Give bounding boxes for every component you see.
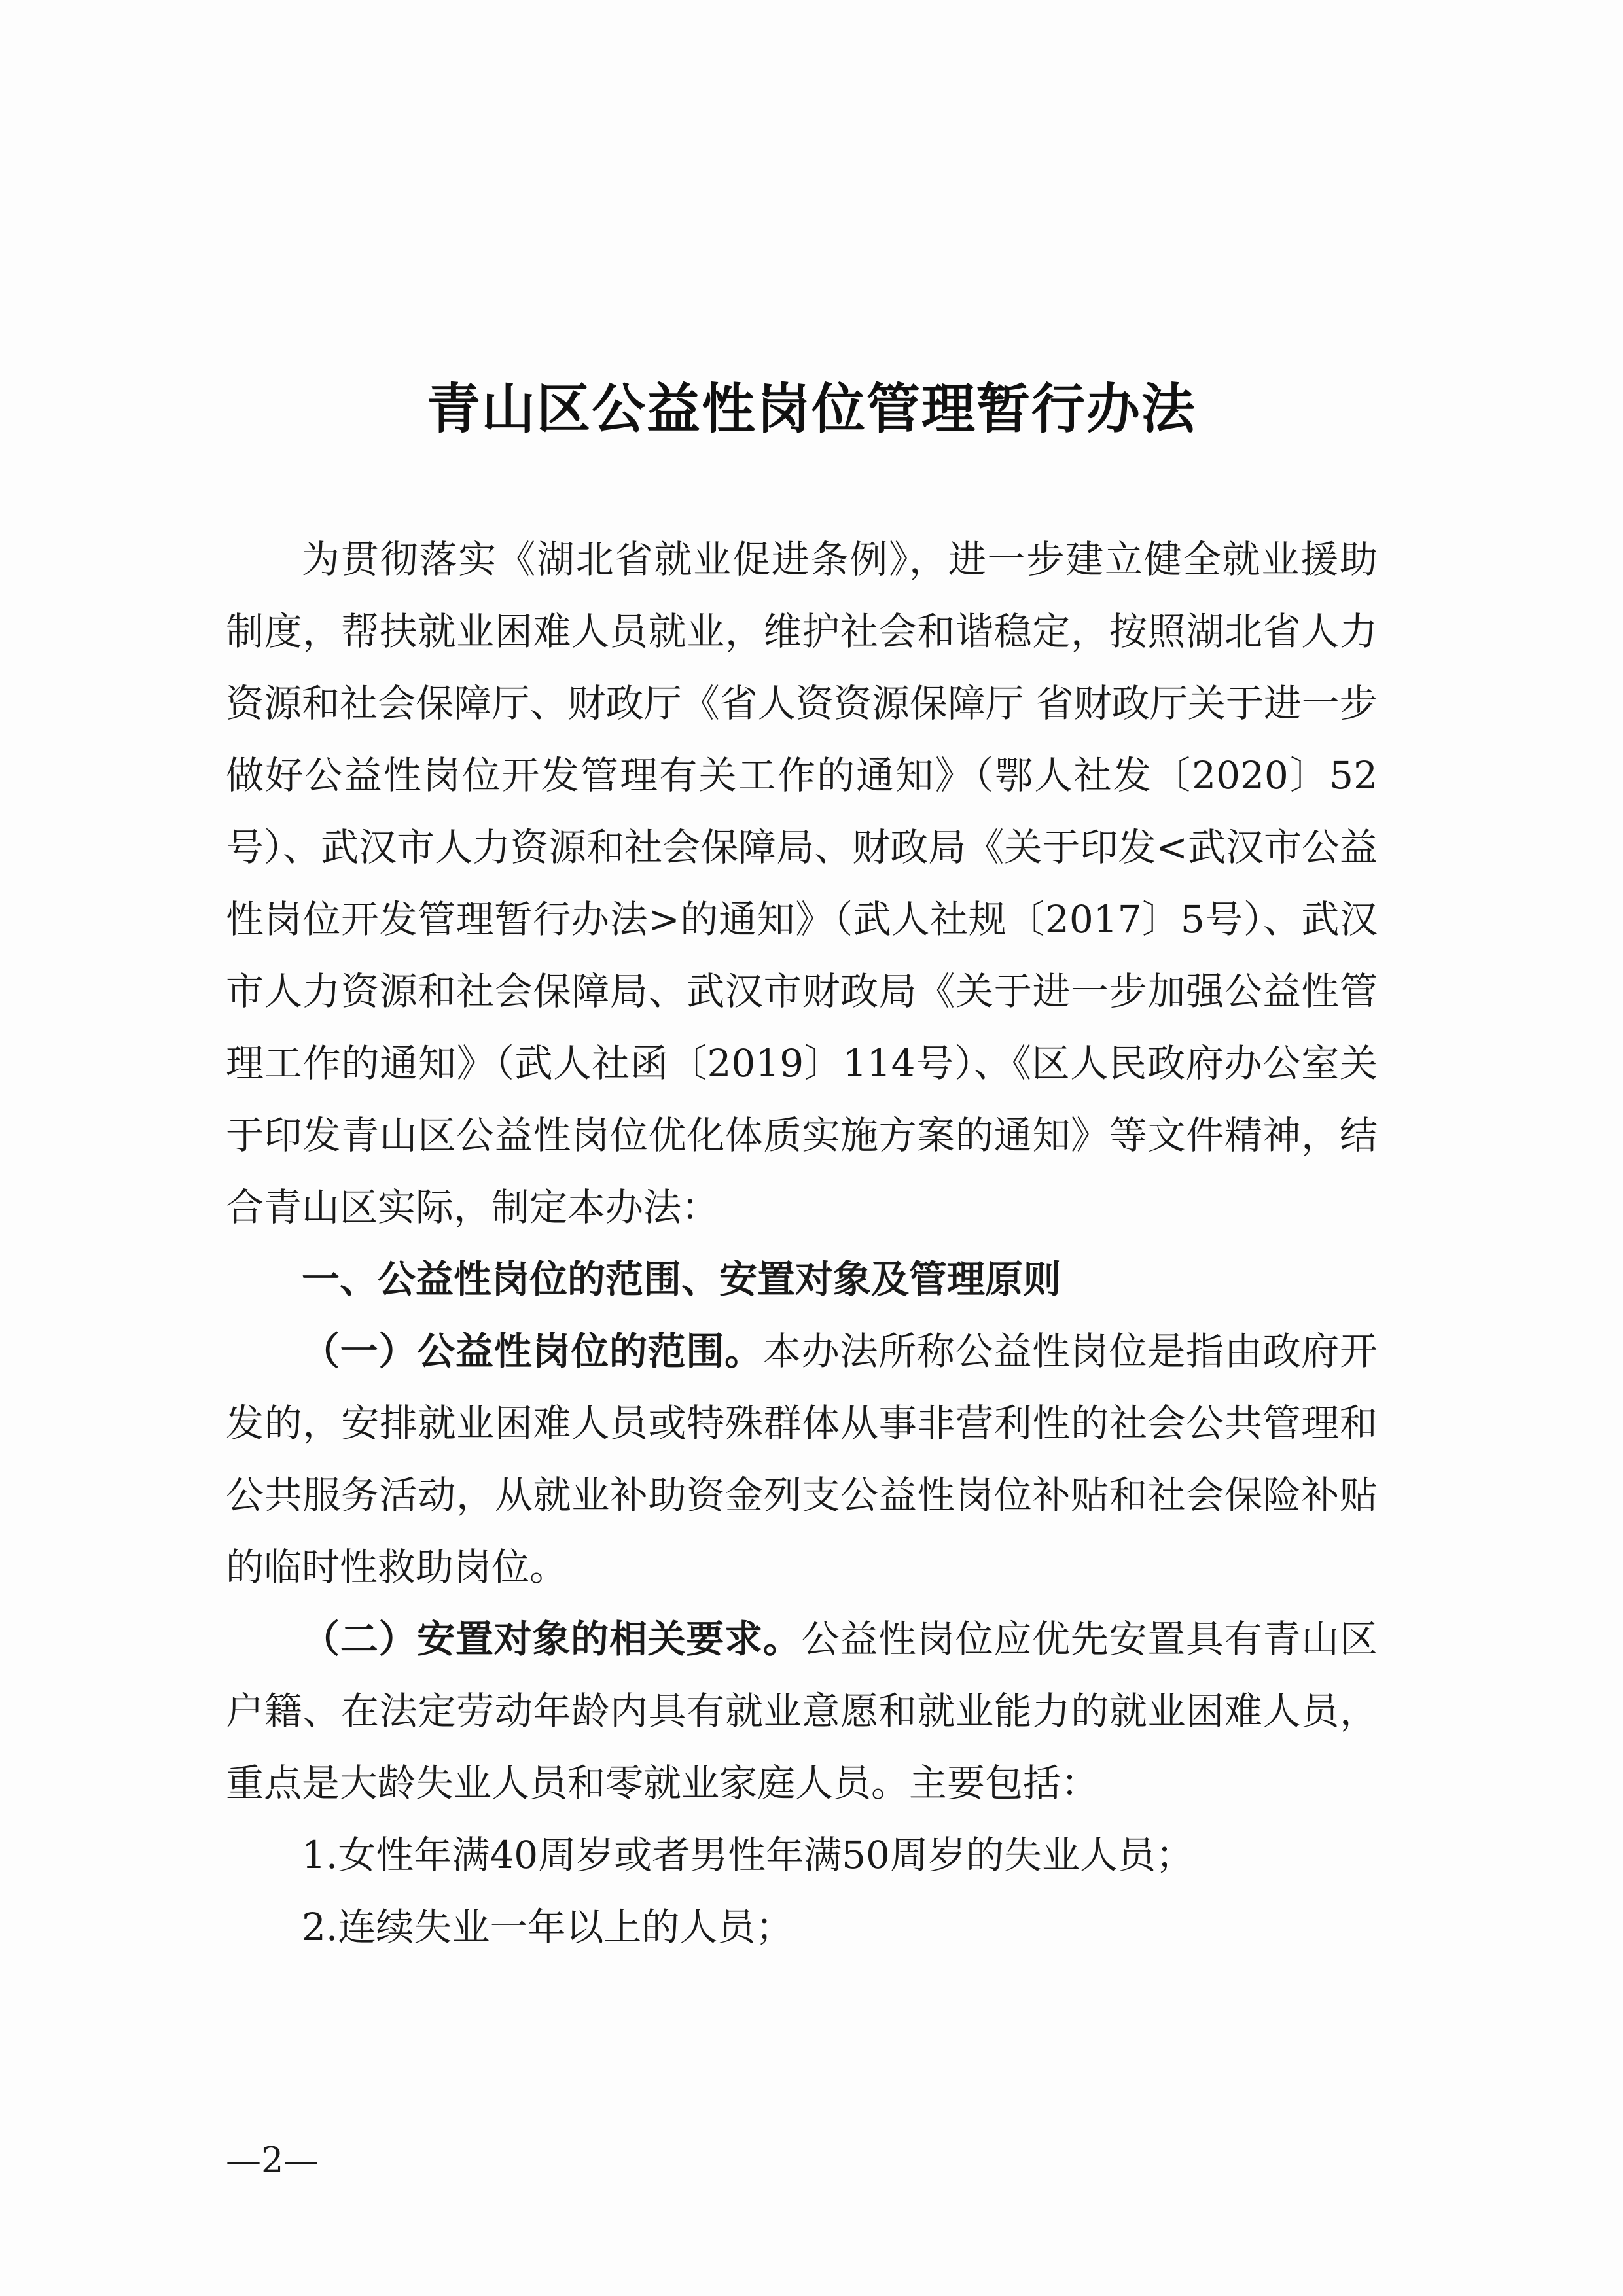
- list-item-1: 1.女性年满40周岁或者男性年满50周岁的失业人员；: [302, 1833, 1194, 1877]
- item2-paragraph: [226, 1603, 1378, 1819]
- item1-paragraph: [226, 1315, 1378, 1603]
- section-heading: 一、公益性岗位的范围、安置对象及管理原则: [302, 1257, 1061, 1301]
- item2-lead: （二）安置对象的相关要求。: [302, 1617, 802, 1661]
- intro-paragraph: 为贯彻落实《湖北省就业促进条例》，进一步建立健全就业援助制度，帮扶就业困难人员就业，维护社会和谐稳定，按照湖北省人力资源和社会保障厅、财政厅《省人资资源保障厅 省财政厅关于进一步做好公益性岗位开发管理有关工作的通知》（鄂人社发〔2020〕52号）、武汉市人力资源和社会保障局、财政局《关于印发<武汉市公益性岗位开发管理暂行办法>的通知》（武人社规〔2017〕5号）、武汉市人力资源和社会保障局、武汉市财政局《关于进一步加强公益性管理工作的通知》（武人社函〔2019〕114号）、《区人民政府办公室关于印发青山区公益性岗位优化体质实施方案的通知》等文件精神，结合青山区实际，制定本办法：: [226, 537, 1378, 1229]
- item1-text: 本办法所称公益性岗位是指由政府开发的，安排就业困难人员或特殊群体从事非营利性的社会公共管理和公共服务活动，从就业补助资金列支公益性岗位补贴和社会保险补贴的临时性救助岗位。: [226, 1329, 1378, 1589]
- page-number: —2—: [226, 2140, 319, 2181]
- document-title: 青山区公益性岗位管理暂行办法: [426, 378, 1196, 440]
- item1-lead: （一）公益性岗位的范围。: [302, 1329, 763, 1373]
- list-item-2: 2.连续失业一年以上的人员；: [302, 1905, 794, 1949]
- document-body: [226, 523, 1378, 1963]
- item2-text: 公益性岗位应优先安置具有青山区户籍、在法定劳动年龄内具有就业意愿和就业能力的就业困难人员，重点是大龄失业人员和零就业家庭人员。主要包括：: [226, 1617, 1378, 1805]
